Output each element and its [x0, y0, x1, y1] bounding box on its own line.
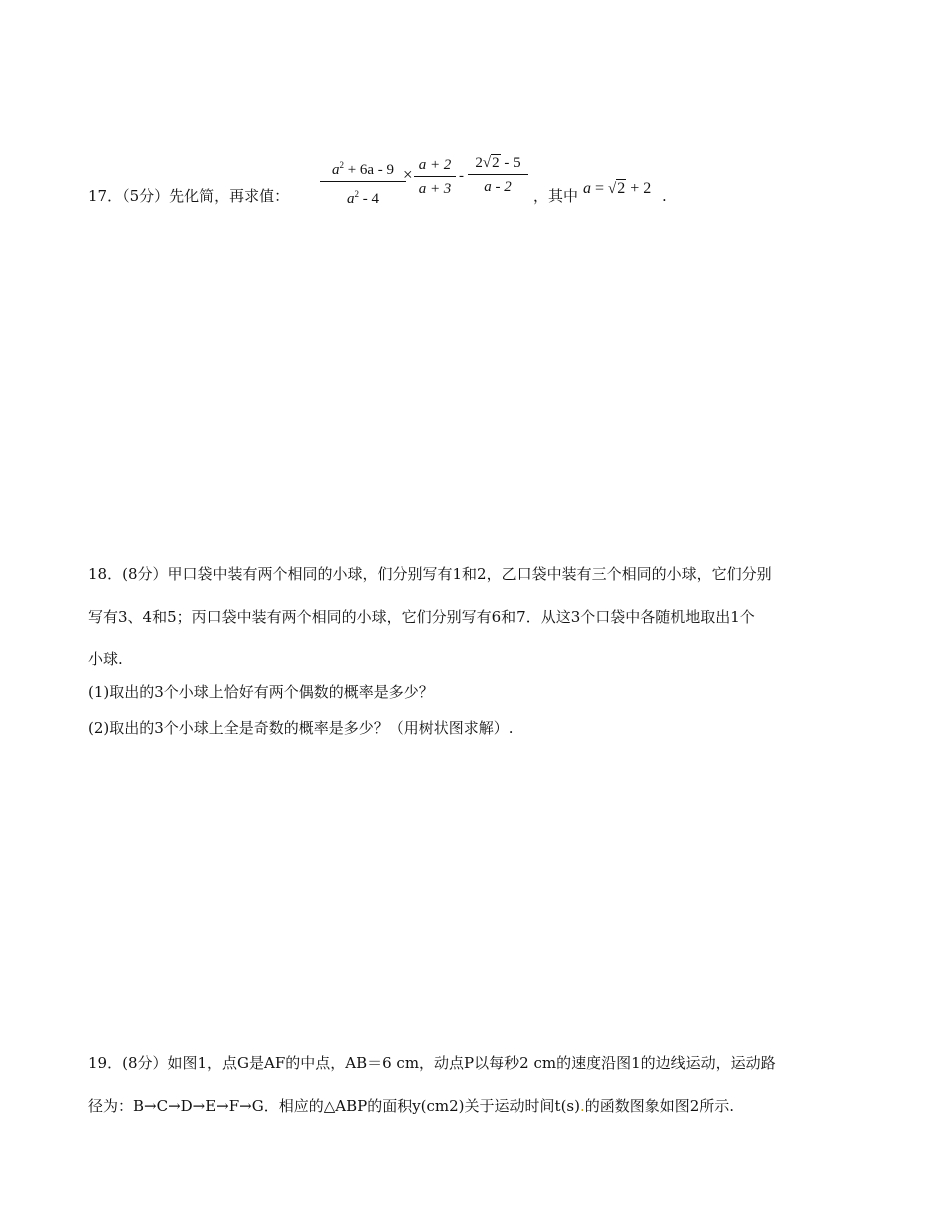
q18-sub-question-2: (2)取出的3个小球上全是奇数的概率是多少？（用树状图求解）. — [88, 719, 514, 737]
q17-fraction-3-numerator: 2√2 - 5 — [468, 154, 528, 175]
q17-fraction-1 — [320, 156, 406, 208]
q17-fraction-2 — [414, 156, 456, 198]
q18-line-3: 小球. — [88, 650, 123, 668]
q19-line-1: 19．(8分）如图1，点G是AF的中点，AB＝6 cm，动点P以每秒2 cm的速度沿图1的边线运动，运动路 — [88, 1054, 776, 1072]
q18-sub-question-1: (1)取出的3个小球上恰好有两个偶数的概率是多少？ — [88, 683, 434, 701]
q18-line-2: 写有3、4和5；丙口袋中装有两个相同的小球，它们分别写有6和7．从这3个口袋中各随机地取出1个 — [88, 608, 755, 626]
q17-mid-text: ，其中 — [533, 187, 579, 205]
q17-fraction-3 — [468, 154, 528, 196]
q19-inline-dot: . — [579, 1097, 585, 1115]
q17-condition: a = √2 + 2 — [583, 180, 652, 197]
q17-fraction-1-numerator: $a^2 + 6a - 9$ — [320, 156, 406, 182]
q19-line-2 — [88, 1096, 734, 1116]
q17-fraction-2-denominator: a + 3 — [418, 181, 452, 197]
q17-fraction-3-denominator: a - 2 — [484, 179, 512, 195]
q19-line-2-part-b: 的函数图象如图2所示. — [584, 1097, 735, 1115]
q17-minus-sign: - — [459, 168, 464, 184]
q17-end-period: . — [662, 187, 667, 205]
q17-prefix: 17．（5分）先化简，再求值： — [88, 187, 290, 205]
q17-fraction-2-numerator: a + 2 — [414, 156, 456, 177]
q19-line-2-part-a: 径为：B→C→D→E→F→G．相应的△ABP的面积y(cm2)关于运动时间t(s) — [88, 1097, 580, 1115]
q18-line-1: 18．(8分）甲口袋中装有两个相同的小球，们分别写有1和2，乙口袋中装有三个相同的小球，它们分别 — [88, 565, 772, 583]
q17-times-sign: × — [403, 165, 413, 184]
q17-fraction-1-denominator: $a^2 - 4$ — [347, 189, 379, 207]
